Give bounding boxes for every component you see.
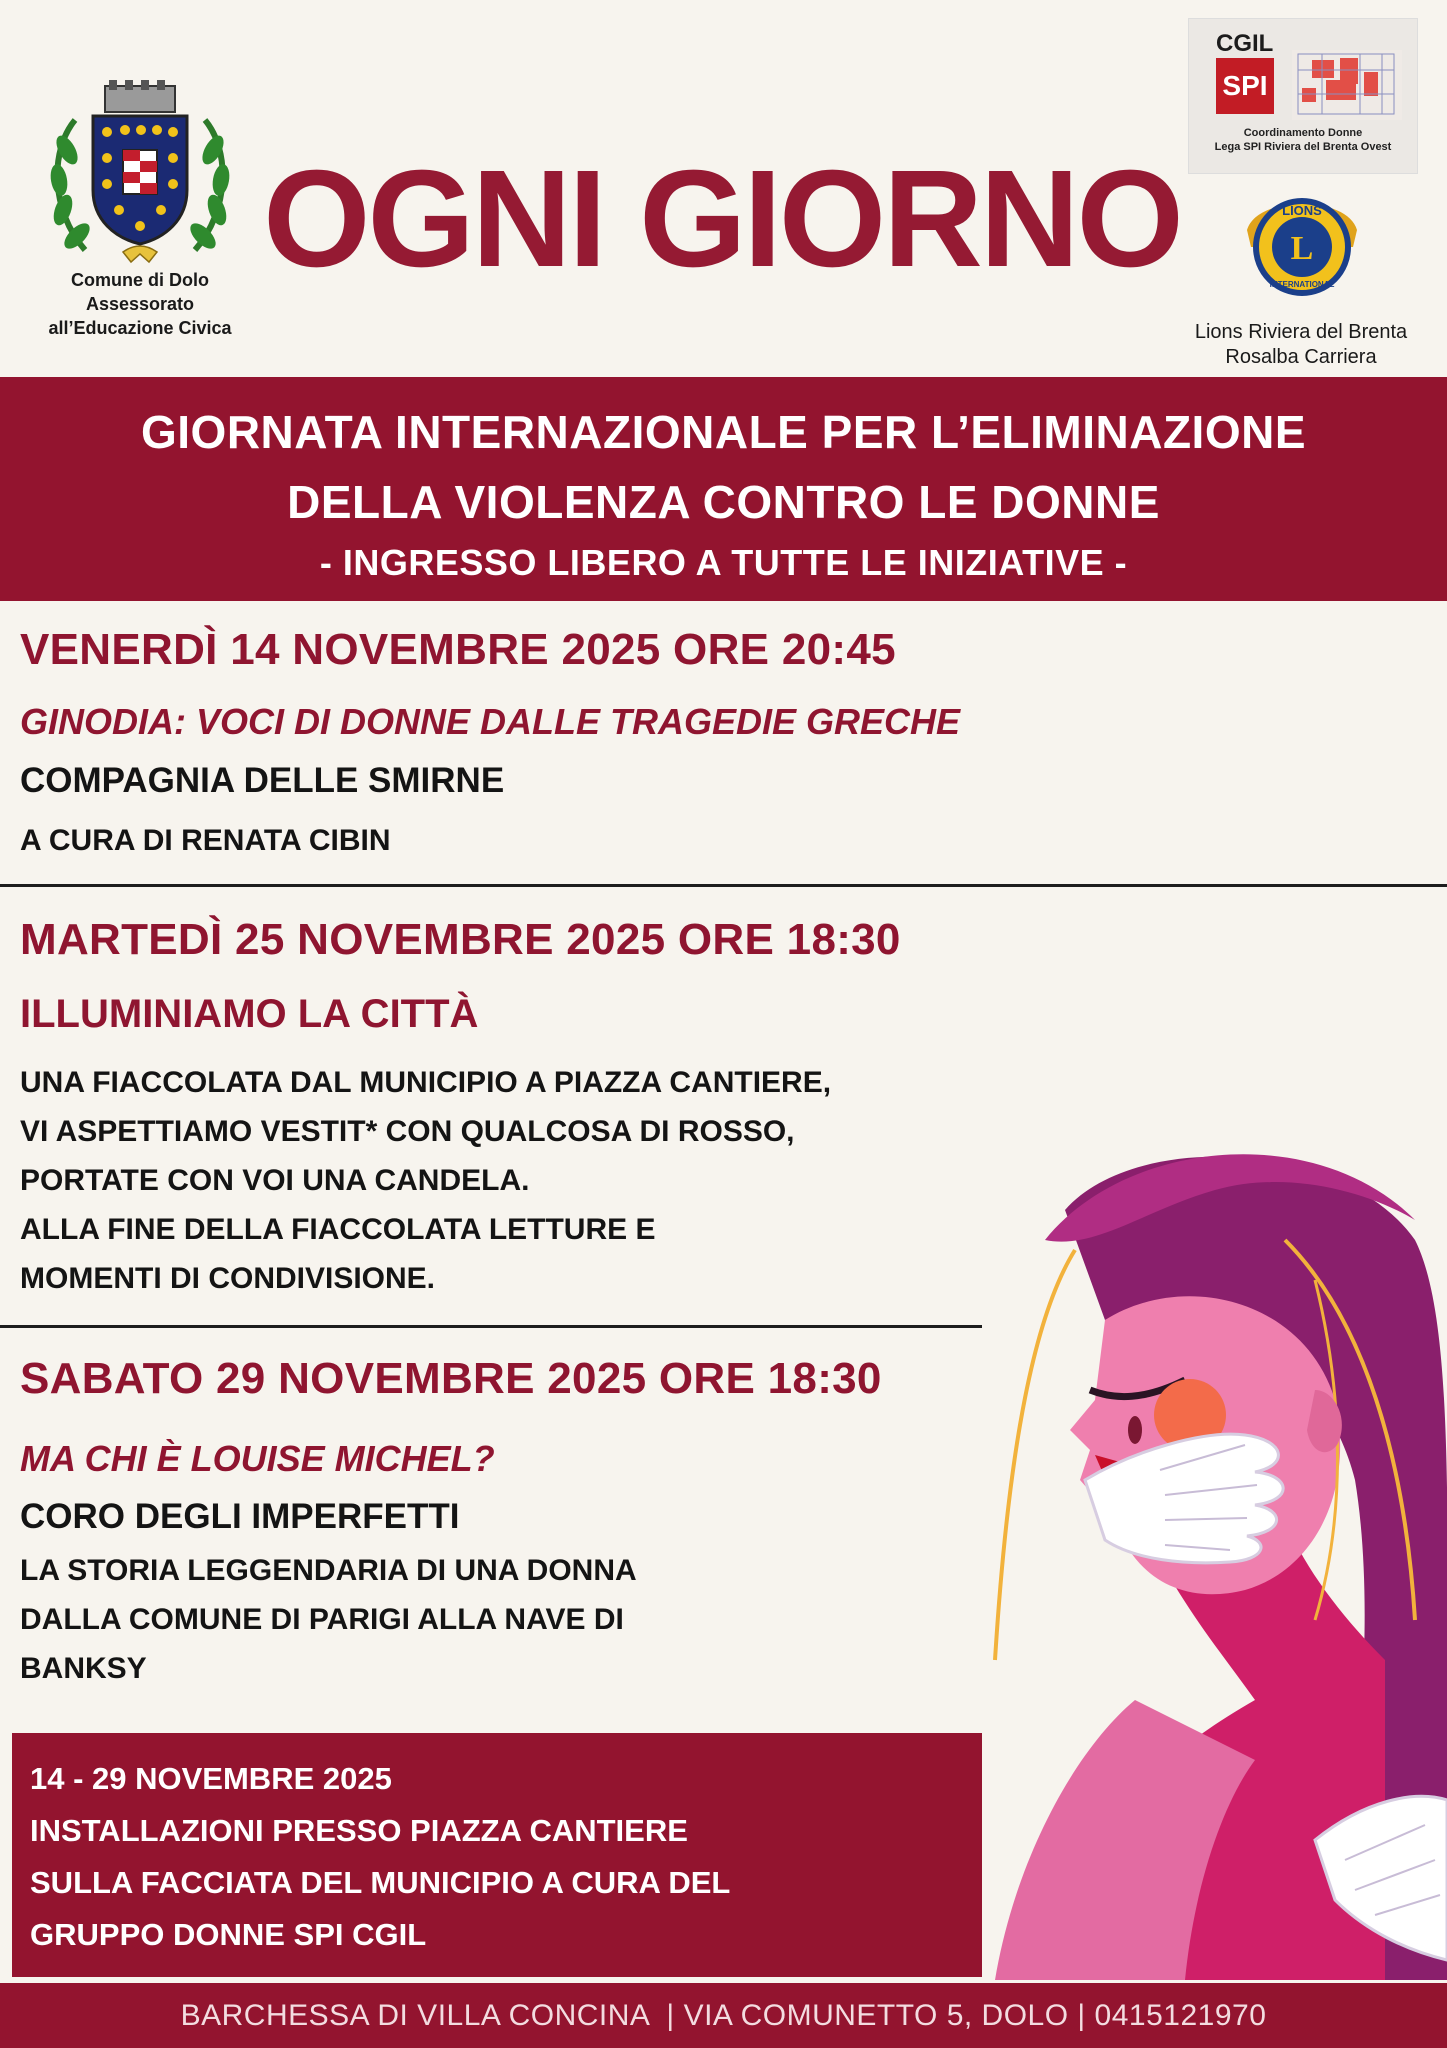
- footer-address: BARCHESSA DI VILLA CONCINA | VIA COMUNETTO 5, DOLO | 0415121970: [180, 1999, 1267, 2032]
- installations-line: GRUPPO DONNE SPI CGIL: [30, 1917, 427, 1952]
- lions-emblem-letter: L: [1290, 230, 1314, 267]
- event-datetime: SABATO 29 NOVEMBRE 2025 ORE 18:30: [20, 1354, 882, 1403]
- installations-text: [30, 1753, 730, 1961]
- lions-caption-line: Lions Riviera del Brenta: [1194, 321, 1408, 343]
- event-title: MA CHI È LOUISE MICHEL?: [20, 1438, 495, 1479]
- event-details: [20, 1058, 831, 1303]
- event-detail-line: MOMENTI DI CONDIVISIONE.: [20, 1262, 436, 1295]
- event-details: [20, 816, 391, 865]
- installations-line: SULLA FACCIATA DEL MUNICIPIO A CURA DEL: [30, 1865, 731, 1900]
- cgil-label: CGIL: [1216, 30, 1274, 57]
- event-detail-line: UNA FIACCOLATA DAL MUNICIPIO A PIAZZA CANTIERE,: [20, 1066, 832, 1099]
- lions-international-emblem-icon: [1237, 185, 1367, 310]
- comune-caption: [10, 268, 270, 340]
- banner-line: DELLA VIOLENZA CONTRO LE DONNE: [287, 476, 1160, 528]
- woman-covering-mouth-illustration: [985, 1100, 1447, 1980]
- event-title: ILLUMINIAMO LA CITTÀ: [20, 992, 479, 1036]
- section-divider: [0, 1325, 982, 1328]
- event-detail-line: VI ASPETTIAMO VESTIT* CON QUALCOSA DI ROSSO,: [20, 1115, 795, 1148]
- event-detail-line: A CURA DI RENATA CIBIN: [20, 824, 391, 857]
- lions-emblem-bottom: INTERNATIONAL: [1269, 280, 1335, 289]
- cgil-caption: [1196, 126, 1410, 154]
- installations-line: INSTALLAZIONI PRESSO PIAZZA CANTIERE: [30, 1813, 688, 1848]
- comune-di-dolo-crest-icon: [45, 80, 235, 265]
- event-detail-line: ALLA FINE DELLA FIACCOLATA LETTURE E: [20, 1213, 656, 1246]
- comune-caption-line: Assessorato: [85, 294, 195, 314]
- installations-box: [12, 1733, 982, 1977]
- event-group: COMPAGNIA DELLE SMIRNE: [20, 761, 505, 800]
- event-group: CORO DEGLI IMPERFETTI: [20, 1497, 460, 1536]
- installations-line: 14 - 29 NOVEMBRE 2025: [30, 1761, 392, 1796]
- cgil-caption-line: Coordinamento Donne: [1243, 127, 1363, 139]
- event-datetime: VENERDÌ 14 NOVEMBRE 2025 ORE 20:45: [20, 625, 896, 674]
- spi-badge: SPI: [1216, 58, 1274, 114]
- event-detail-line: PORTATE CON VOI UNA CANDELA.: [20, 1164, 530, 1197]
- headline-banner: [0, 377, 1447, 601]
- event-detail-line: DALLA COMUNE DI PARIGI ALLA NAVE DI: [20, 1603, 624, 1636]
- event-detail-line: BANKSY: [20, 1652, 147, 1685]
- comune-caption-line: all’Educazione Civica: [48, 318, 232, 338]
- lions-caption: [1168, 320, 1434, 370]
- page-title: OGNI GIORNO: [263, 142, 1181, 296]
- footer-bar: [0, 1983, 1447, 2048]
- event-datetime: MARTEDÌ 25 NOVEMBRE 2025 ORE 18:30: [20, 915, 901, 964]
- cgil-caption-line: Lega SPI Riviera del Brenta Ovest: [1214, 141, 1392, 153]
- lions-emblem-top: LIONS: [1282, 203, 1322, 218]
- banner-line: GIORNATA INTERNAZIONALE PER L’ELIMINAZIONE: [140, 406, 1307, 458]
- section-divider: [0, 884, 1447, 887]
- event-details: [20, 1546, 637, 1693]
- event-title: GINODIA: VOCI DI DONNE DALLE TRAGEDIE GRECHE: [20, 701, 961, 742]
- cgil-artwork-icon: [1292, 50, 1402, 120]
- event-detail-line: LA STORIA LEGGENDARIA DI UNA DONNA: [20, 1554, 637, 1587]
- banner-subline: - INGRESSO LIBERO A TUTTE LE INIZIATIVE -: [319, 542, 1128, 583]
- lions-caption-line: Rosalba Carriera: [1225, 346, 1377, 368]
- comune-caption-line: Comune di Dolo: [71, 270, 209, 290]
